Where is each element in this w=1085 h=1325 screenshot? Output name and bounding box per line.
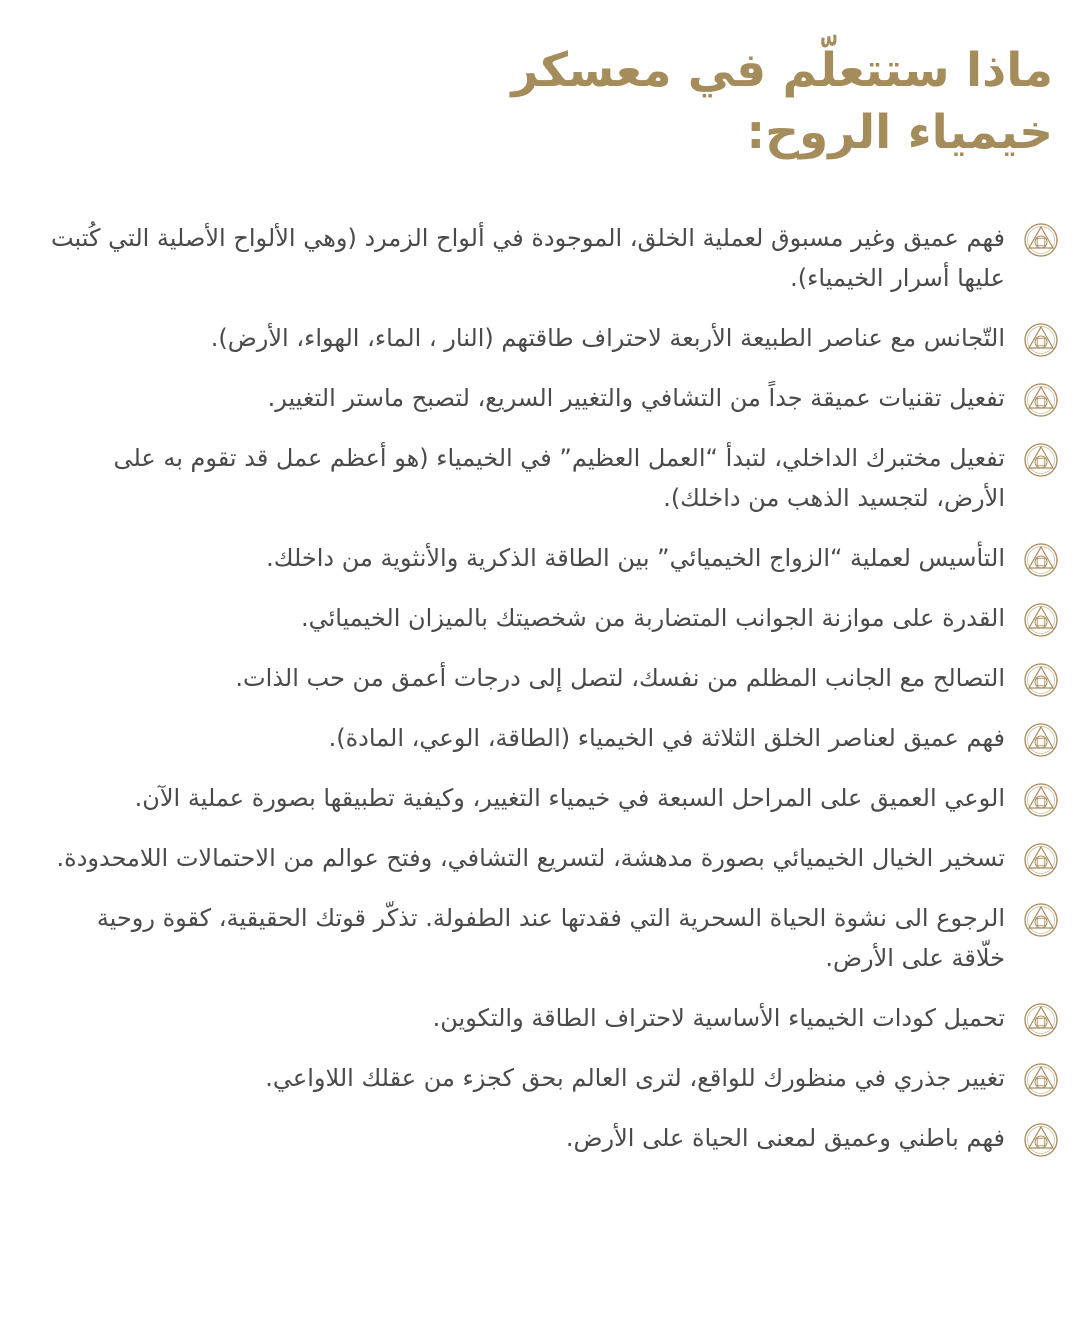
- list-item: [49, 318, 1059, 358]
- page-title: ماذا ستتعلّم في معسكر خيمياء الروح:: [511, 43, 1053, 160]
- list-item-text: الرجوع الى نشوة الحياة السحرية التي فقدتها عند الطفولة. تذكّر قوتك الحقيقية، كقوة روحية خلّاقة على الأرض.: [96, 904, 1005, 972]
- list-item: [49, 218, 1059, 298]
- list-item: [49, 778, 1059, 818]
- list-item: [49, 898, 1059, 978]
- top-decorative-mark: [822, 0, 834, 4]
- list-item: [49, 538, 1059, 578]
- list-item-text: فهم باطني وعميق لمعنى الحياة على الأرض.: [565, 1124, 1005, 1152]
- list-item: [49, 838, 1059, 878]
- list-item: [49, 1118, 1059, 1158]
- list-item-text: التّجانس مع عناصر الطبيعة الأربعة لاحتراف طاقتهم (النار ، الماء، الهواء، الأرض).: [210, 324, 1005, 352]
- list-item: [49, 1058, 1059, 1098]
- list-item-text: الوعي العميق على المراحل السبعة في خيمياء التغيير، وكيفية تطبيقها بصورة عملية الآن.: [134, 784, 1005, 812]
- list-item-text: تغيير جذري في منظورك للواقع، لترى العالم بحق كجزء من عقلك اللاواعي.: [265, 1064, 1005, 1092]
- alchemy-triangle-circle-icon: [1023, 782, 1059, 818]
- list-item-text: تفعيل تقنيات عميقة جداً من التشافي والتغيير السريع، لتصبح ماستر التغيير.: [267, 384, 1005, 412]
- list-item-text: تسخير الخيال الخيميائي بصورة مدهشة، لتسريع التشافي، وفتح عوالم من الاحتمالات اللامحدودة.: [56, 844, 1005, 872]
- list-item: [49, 998, 1059, 1038]
- list-item-text: تحميل كودات الخيمياء الأساسية لاحتراف الطاقة والتكوين.: [432, 1004, 1005, 1032]
- list-item-text: تفعيل مختبرك الداخلي، لتبدأ “العمل العظيم” في الخيمياء (هو أعظم عمل قد تقوم به على الأرض، لتجسيد الذهب من داخلك).: [113, 444, 1005, 512]
- list-item-text: فهم عميق وغير مسبوق لعملية الخلق، الموجودة في ألواح الزمرد (وهي الألواح الأصلية التي كُتبت عليها أسرار الخيمياء).: [50, 224, 1005, 292]
- alchemy-triangle-circle-icon: [1023, 902, 1059, 938]
- alchemy-triangle-circle-icon: [1023, 1122, 1059, 1158]
- alchemy-triangle-circle-icon: [1023, 842, 1059, 878]
- alchemy-triangle-circle-icon: [1023, 602, 1059, 638]
- alchemy-triangle-circle-icon: [1023, 662, 1059, 698]
- list-item-text: التأسيس لعملية “الزواج الخيميائي” بين الطاقة الذكرية والأنثوية من داخلك.: [266, 544, 1005, 572]
- alchemy-triangle-circle-icon: [1023, 722, 1059, 758]
- alchemy-triangle-circle-icon: [1023, 382, 1059, 418]
- list-item-text: التصالح مع الجانب المظلم من نفسك، لتصل إلى درجات أعمق من حب الذات.: [235, 664, 1005, 692]
- list-item: [49, 718, 1059, 758]
- alchemy-triangle-circle-icon: [1023, 322, 1059, 358]
- list-item-text: فهم عميق لعناصر الخلق الثلاثة في الخيمياء (الطاقة، الوعي، المادة).: [328, 724, 1005, 752]
- alchemy-triangle-circle-icon: [1023, 1062, 1059, 1098]
- list-item: [49, 658, 1059, 698]
- learning-outcomes-list: [49, 218, 1059, 1158]
- alchemy-triangle-circle-icon: [1023, 542, 1059, 578]
- list-item: [49, 438, 1059, 518]
- list-item-text: القدرة على موازنة الجوانب المتضاربة من شخصيتك بالميزان الخيميائي.: [300, 604, 1005, 632]
- alchemy-triangle-circle-icon: [1023, 222, 1059, 258]
- alchemy-triangle-circle-icon: [1023, 1002, 1059, 1038]
- list-item: [49, 378, 1059, 418]
- list-item: [49, 598, 1059, 638]
- alchemy-triangle-circle-icon: [1023, 442, 1059, 478]
